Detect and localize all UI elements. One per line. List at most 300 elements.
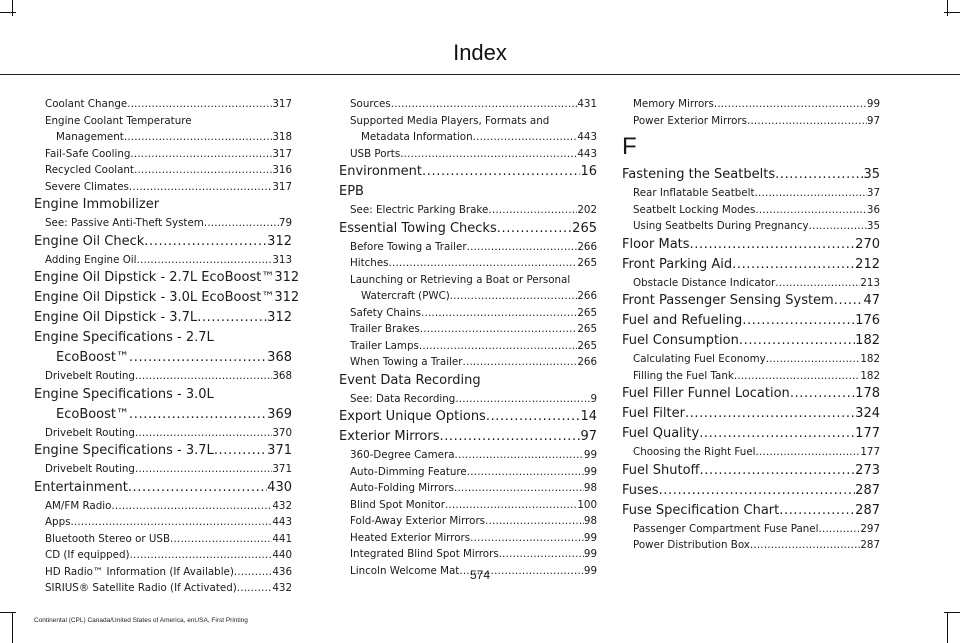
entry-label: When Towing a Trailer [350,356,463,368]
entry-label: Recycled Coolant [45,164,134,176]
entry-label: Fuel Consumption [622,333,739,348]
dot-leader [734,368,860,385]
entry-label: Environment [339,164,423,179]
index-subentry [339,202,597,219]
dot-leader [467,464,584,481]
index-subentry [34,129,292,146]
index-heading: Engine Immobilizer [34,197,160,212]
entry-page-number: 99 [583,465,597,478]
entry-label: Fold-Away Exterior Mirrors [350,515,486,527]
index-subentry [622,537,880,554]
index-subentry [34,580,292,597]
index-entry [34,348,292,368]
entry-page-number: 97 [866,114,880,127]
entry-label: Essential Towing Checks [339,220,497,236]
entry-page-number: 297 [860,522,880,535]
entry-page-number: 266 [577,290,597,302]
index-column-2 [339,96,597,579]
entry-label: See: Passive Anti-Theft System [45,217,204,229]
entry-label: Auto-Dimming Feature [350,465,467,478]
entry-page-number: 369 [267,406,292,422]
index-subentry [339,321,597,338]
dot-leader [129,405,267,425]
index-subentry [34,498,292,515]
index-subentry [622,275,880,292]
entry-page-number: 443 [272,516,292,528]
index-entry [622,255,880,275]
dot-leader [111,498,272,515]
entry-label: Engine Oil Dipstick - 2.7L EcoBoost™ [34,270,275,285]
index-entry [34,268,300,288]
dot-leader [400,146,577,163]
index-subentry [339,530,597,547]
entry-label: Seatbelt Locking Modes [633,203,756,216]
entry-label: Entertainment [34,479,128,495]
crop-mark [12,0,13,16]
entry-page-number: 99 [583,531,597,544]
entry-page-number: 265 [577,257,597,269]
index-entry [34,232,292,252]
dot-leader [755,202,867,219]
index-entry [622,481,880,501]
dot-leader [197,308,267,328]
dot-leader [809,218,867,235]
dot-leader [742,311,855,331]
entry-label: Exterior Mirrors [339,429,440,444]
dot-leader [134,162,272,179]
entry-label: Fuel Quality [622,426,700,441]
entry-page-number: 99 [583,548,597,560]
entry-page-number: 97 [580,429,597,444]
entry-page-number: 368 [272,370,292,382]
index-entry [622,424,880,444]
entry-page-number: 270 [855,236,880,252]
entry-label: Power Exterior Mirrors [633,114,747,127]
header-rule [0,74,960,75]
dot-leader [497,219,572,239]
dot-leader [422,162,580,182]
entry-page-number: 36 [866,203,880,216]
dot-leader [473,129,578,146]
crop-mark [947,0,948,16]
entry-label: Export Unique Options [339,409,486,424]
entry-label: Coolant Change [45,98,128,110]
index-column-1 [34,96,300,597]
entry-page-number: 287 [855,502,880,518]
dot-leader [699,424,855,444]
index-subentry [339,546,597,563]
entry-page-number: 312 [274,290,300,305]
entry-label: Fastening the Seatbelts [622,167,776,182]
dot-leader [130,146,272,163]
index-entry [622,384,880,404]
entry-page-number: 324 [855,406,880,421]
entry-page-number: 182 [855,333,880,348]
dot-leader [237,580,273,597]
entry-page-number: 202 [577,204,597,216]
entry-page-number: 432 [272,582,292,594]
entry-page-number: 443 [577,147,597,160]
crop-mark [12,612,13,643]
entry-page-number: 177 [860,446,880,458]
dot-leader [129,179,272,196]
section-letter: F [622,133,637,160]
entry-page-number: 99 [583,564,597,577]
index-subentry [339,338,597,355]
dot-leader [135,461,272,478]
dot-leader [439,427,580,447]
index-entry [34,288,300,308]
dot-leader [70,514,272,531]
dot-leader [467,239,578,256]
index-subentry [622,351,880,368]
page-number: 574 [469,568,491,582]
index-subentry [34,96,292,113]
dot-leader [135,425,272,442]
index-subentry [622,96,880,113]
entry-page-number: 35 [866,220,880,232]
entry-label: Safety Chains [350,306,421,319]
entry-page-number: 431 [577,98,597,110]
index-column-3 [622,96,880,554]
entry-page-number: 213 [860,276,880,289]
dot-leader [455,391,590,408]
index-subentry-wrapped: Supported Media Players, Formats and [350,114,550,127]
entry-page-number: 47 [863,293,880,308]
index-entry [34,441,292,461]
index-entry [622,404,880,424]
index-subentry [622,444,880,461]
index-subentry [622,521,880,538]
index-subentry [34,162,292,179]
entry-label: Using Seatbelts During Pregnancy [633,220,809,232]
entry-page-number: 37 [866,187,880,199]
entry-label: USB Ports [350,147,401,160]
dot-leader [470,530,584,547]
entry-page-number: 316 [272,164,292,176]
dot-leader [124,129,273,146]
index-subentry-wrapped: Launching or Retrieving a Boat or Personal [350,273,571,286]
entry-page-number: 35 [863,167,880,182]
entry-label: Fuel Filler Funnel Location [622,386,790,401]
index-entry [34,405,292,425]
dot-leader [659,481,856,501]
dot-leader [419,338,577,355]
dot-leader [756,444,861,461]
dot-leader [775,165,863,185]
entry-label: Calculating Fuel Economy [633,353,766,365]
entry-page-number: 98 [583,515,597,527]
entry-page-number: 371 [267,443,292,458]
entry-label: Choosing the Right Fuel [633,446,756,458]
index-entry [339,162,597,182]
dot-leader [391,96,578,113]
index-subentry [339,96,597,113]
index-entry [339,427,597,447]
entry-label: Adding Engine Oil [45,253,137,266]
entry-label: Fuel Shutoff [622,462,700,478]
dot-leader [747,113,867,130]
dot-leader [135,368,272,385]
index-subentry [34,252,292,269]
entry-label: HD Radio™ Information (If Available) [45,565,234,578]
entry-label: Integrated Blind Spot Mirrors [350,548,499,560]
entry-page-number: 99 [866,98,880,110]
entry-page-number: 312 [274,270,300,285]
index-subentry [339,497,597,514]
index-subentry [34,514,292,531]
dot-leader [421,305,577,322]
dot-leader [775,275,860,292]
entry-label: 360-Degree Camera [350,449,455,461]
dot-leader [144,232,267,252]
index-entry [622,235,880,255]
dot-leader [685,404,855,424]
entry-label: Lincoln Welcome Mat [350,564,460,577]
index-subentry [339,129,597,146]
entry-label: SIRIUS® Satellite Radio (If Activated) [45,582,237,594]
entry-page-number: 99 [583,449,597,461]
index-subentry [34,215,292,232]
dot-leader [790,384,855,404]
dot-leader [127,96,272,113]
dot-leader [450,288,578,305]
entry-page-number: 265 [572,220,597,236]
index-subentry [339,354,597,371]
index-subentry [34,146,292,163]
dot-leader [755,185,867,202]
entry-label: Floor Mats [622,236,690,252]
index-subentry [34,425,292,442]
entry-label: Fuse Specification Chart [622,502,780,518]
entry-page-number: 313 [272,253,292,266]
index-subentry [622,113,880,130]
dot-leader [488,202,577,219]
dot-leader [463,354,578,371]
entry-page-number: 266 [577,240,597,253]
index-subentry [339,305,597,322]
entry-label: Passenger Compartment Fuse Panel [633,522,819,535]
dot-leader [454,480,584,497]
index-heading: Engine Specifications - 2.7L [34,330,214,345]
entry-label: Rear Inflatable Seatbelt [633,187,755,199]
entry-page-number: 317 [272,147,292,160]
dot-leader [485,513,584,530]
entry-page-number: 317 [272,98,292,110]
index-subentry [34,547,292,564]
entry-label: Trailer Brakes [350,323,420,335]
entry-page-number: 182 [860,369,880,382]
dot-leader [455,447,584,464]
index-subentry [339,288,597,305]
index-subentry [622,218,880,235]
entry-page-number: 318 [272,131,292,143]
entry-label: Apps [45,516,71,528]
entry-label: CD (If equipped) [45,549,130,561]
entry-label: Power Distribution Box [633,539,750,551]
index-subentry [34,368,292,385]
dot-leader [700,461,856,481]
entry-page-number: 371 [272,463,292,475]
entry-label: See: Data Recording [350,392,456,405]
entry-page-number: 212 [855,256,880,272]
index-subentry [34,531,292,548]
entry-page-number: 273 [855,462,880,478]
entry-label: Auto-Folding Mirrors [350,482,454,494]
entry-label: Heated Exterior Mirrors [350,531,471,544]
dot-leader [732,255,855,275]
entry-page-number: 98 [583,482,597,494]
dot-leader [750,537,860,554]
entry-label: Engine Oil Dipstick - 3.0L EcoBoost™ [34,290,275,305]
entry-page-number: 265 [577,339,597,352]
index-subentry [622,368,880,385]
entry-label: Engine Specifications - 3.7L [34,443,214,458]
entry-label: Bluetooth Stereo or USB [45,532,171,545]
index-entry [622,501,880,521]
entry-label: Front Parking Aid [622,256,733,272]
dot-leader [204,215,279,232]
index-subentry-wrapped: Engine Coolant Temperature [45,114,192,127]
dot-leader [779,501,855,521]
dot-leader [137,252,273,269]
dot-leader [766,351,861,368]
entry-label: Drivebelt Routing [45,370,135,382]
entry-page-number: 182 [860,353,880,365]
entry-page-number: 430 [267,479,292,495]
entry-label: Severe Climates [45,180,129,193]
index-subentry [339,239,597,256]
index-heading: Event Data Recording [339,372,481,388]
entry-page-number: 312 [267,310,292,325]
entry-label: Obstacle Distance Indicator [633,276,776,289]
entry-page-number: 432 [272,499,292,512]
entry-label: Fuses [622,482,659,498]
entry-label: See: Electric Parking Brake [350,204,489,216]
index-subentry [339,146,597,163]
crop-mark [947,612,948,643]
index-subentry [339,464,597,481]
index-entry [622,461,880,481]
entry-page-number: 14 [580,409,597,424]
index-subentry [34,461,292,478]
index-subentry [339,480,597,497]
index-subentry [622,202,880,219]
index-entry [339,407,597,427]
dot-leader [739,331,855,351]
entry-page-number: 287 [855,482,880,498]
entry-label: Drivebelt Routing [45,426,135,439]
entry-label: Fuel Filter [622,406,685,421]
entry-page-number: 266 [577,356,597,368]
entry-label: Trailer Lamps [350,339,419,352]
index-subentry [622,185,880,202]
dot-leader [129,348,267,368]
entry-page-number: 9 [590,392,597,405]
index-subentry [339,255,597,272]
entry-label: Fuel and Refueling [622,313,743,328]
entry-page-number: 436 [272,565,292,578]
dot-leader [834,291,864,311]
index-heading: EPB [339,184,364,199]
entry-label: EcoBoost™ [56,406,130,422]
dot-leader [445,497,577,514]
entry-page-number: 443 [577,131,597,143]
index-subentry [339,513,597,530]
dot-leader [214,441,267,461]
dot-leader [486,407,581,427]
index-entry [339,219,597,239]
index-subentry [339,447,597,464]
crop-mark [0,12,16,13]
entry-label: EcoBoost™ [56,350,130,365]
entry-page-number: 79 [278,217,292,229]
index-entry [622,291,880,311]
dot-leader [420,321,578,338]
entry-page-number: 265 [577,323,597,335]
index-heading: Engine Specifications - 3.0L [34,386,214,402]
index-subentry [339,391,597,408]
entry-label: Front Passenger Sensing System [622,293,834,308]
entry-page-number: 441 [272,532,292,545]
entry-label: Memory Mirrors [633,98,714,110]
entry-page-number: 178 [855,386,880,401]
dot-leader [714,96,867,113]
dot-leader [128,478,267,498]
entry-label: Blind Spot Monitor [350,498,445,511]
entry-page-number: 265 [577,306,597,319]
entry-label: Sources [350,98,391,110]
entry-label: Management [56,131,124,143]
index-subentry [34,179,292,196]
entry-label: Before Towing a Trailer [350,240,467,253]
index-entry [34,478,292,498]
dot-leader [690,235,856,255]
crop-mark [0,612,16,613]
entry-page-number: 176 [855,313,880,328]
entry-label: Metadata Information [361,131,473,143]
entry-label: AM/FM Radio [45,499,112,512]
index-entry [622,311,880,331]
entry-label: Drivebelt Routing [45,463,135,475]
entry-label: Watercraft (PWC) [361,290,450,302]
page-title: Index [453,40,507,65]
dot-leader [499,546,584,563]
entry-label: Engine Oil Dipstick - 3.7L [34,310,198,325]
dot-leader [130,547,273,564]
entry-label: Engine Oil Check [34,233,145,249]
entry-page-number: 370 [272,426,292,439]
entry-page-number: 16 [580,164,597,179]
index-entry [34,308,292,328]
entry-page-number: 317 [272,180,292,193]
dot-leader [819,521,861,538]
index-entry [622,165,880,185]
entry-page-number: 177 [855,426,880,441]
entry-page-number: 287 [860,539,880,551]
dot-leader [170,531,272,548]
entry-label: Fail-Safe Cooling [45,147,131,160]
entry-label: Filling the Fuel Tank [633,369,734,382]
entry-page-number: 368 [267,350,292,365]
entry-page-number: 440 [272,549,292,561]
index-entry [622,331,880,351]
dot-leader [389,255,578,272]
entry-label: Hitches [350,257,389,269]
entry-page-number: 100 [577,498,597,511]
entry-page-number: 312 [267,233,292,249]
footer-text: Continental (CPL) Canada/United States of America, enUSA, First Printing [34,617,248,624]
